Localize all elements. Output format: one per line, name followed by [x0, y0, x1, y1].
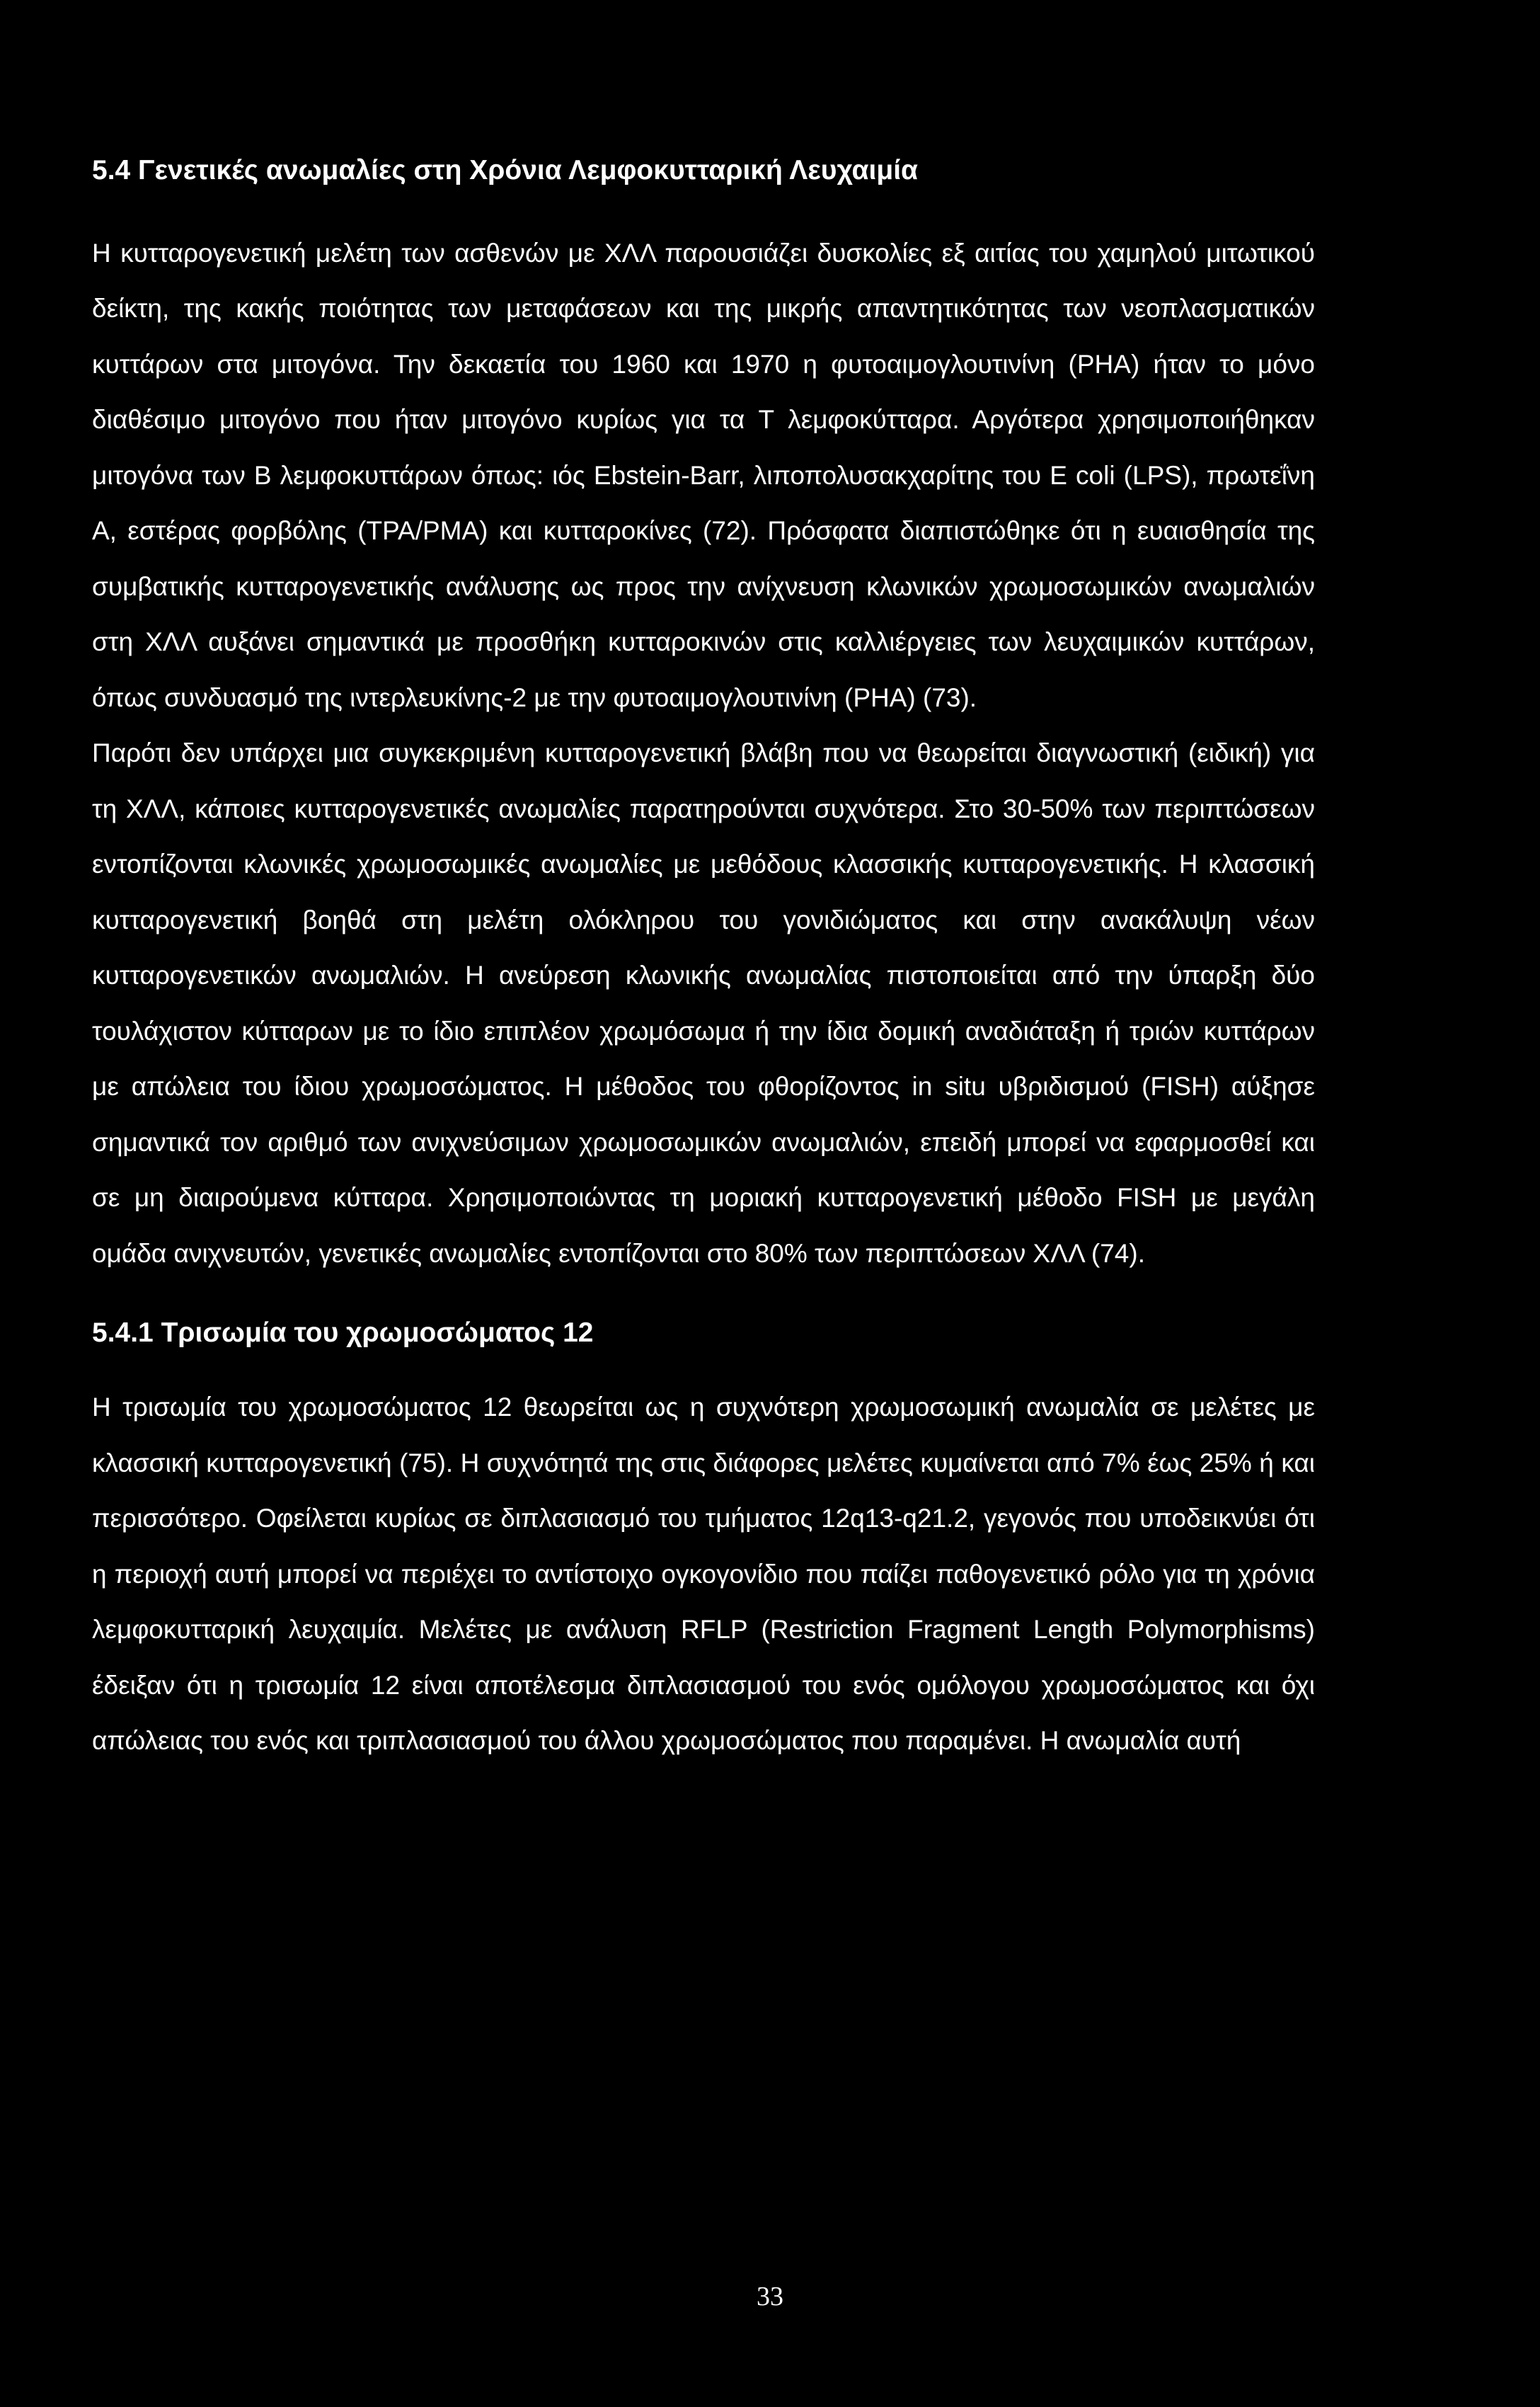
paragraph-chromosomal-abnormalities: Παρότι δεν υπάρχει μια συγκεκριμένη κυτταρογενετική βλάβη που να θεωρείται διαγνωστική (ειδική) για τη ΧΛΛ, κάποιες κυτταρογενετικές ανωμαλίες παρατηρούνται συχνότερα. Στο 30-50% των περιπτώσεων εντοπίζονται κλωνικές χρωμοσωμικές ανωμαλίες με μεθόδους κλασσικής κυτταρογενετικής. Η κλασσική κυτταρογενετική βοηθά στη μελέτη ολόκληρου του γονιδιώματος και στην ανακάλυψη νέων κυτταρογενετικών ανωμαλιών. Η ανεύρεση κλωνικής ανωμαλίας πιστοποιείται από την ύπαρξη δύο τουλάχιστον κύτταρων με το ίδιο επιπλέον χρωμόσωμα ή την ίδια δομική αναδιάταξη ή τριών κυττάρων με απώλεια του ίδιου χρωμοσώματος. Η μέθοδος του φθορίζοντος in situ υβριδισμού (FISH) αύξησε σημαντικά τον αριθμό των ανιχνεύσιμων χρωμοσωμικών ανωμαλιών, επειδή μπορεί να εφαρμοσθεί και σε μη διαιρούμενα κύτταρα. Χρησιμοποιώντας τη μοριακή κυτταρογενετική μέθοδο FISH με μεγάλη ομάδα ανιχνευτών, γενετικές ανωμαλίες εντοπίζονται στο 80% των περιπτώσεων ΧΛΛ (74).: [92, 738, 1316, 1268]
paragraph-cytogenetic-study: Η κυτταρογενετική μελέτη των ασθενών με ΧΛΛ παρουσιάζει δυσκολίες εξ αιτίας του χαμηλού μιτωτικού δείκτη, της κακής ποιότητας των μεταφάσεων και της μικρής απαντητικότητας των νεοπλασματικών κυττάρων στα μιτογόνα. Την δεκαετία του 1960 και 1970 η φυτοαιμογλουτινίνη (PHA) ήταν το μόνο διαθέσιμο μιτογόνο που ήταν μιτογόνο κυρίως για τα Τ λεμφοκύτταρα. Αργότερα χρησιμοποιήθηκαν μιτογόνα των Β λεμφοκυττάρων όπως: ιός Ebstein-Barr, λιποπολυσακχαρίτης του E coli (LPS), πρωτεΐνη Α, εστέρας φορβόλης (TPA/PMA) και κυτταροκίνες (72). Πρόσφατα διαπιστώθηκε ότι η ευαισθησία της συμβατικής κυτταρογενετικής ανάλυσης ως προς την ανίχνευση κλωνικών χρωμοσωμικών ανωμαλιών στη ΧΛΛ αυξάνει σημαντικά με προσθήκη κυτταροκινών στις καλλιέργειες των λευχαιμικών κυττάρων, όπως συνδυασμό της ιντερλευκίνης-2 με την φυτοαιμογλουτινίνη (PHA) (73).: [92, 238, 1315, 712]
page-content: [92, 154, 1315, 1769]
subsection-title: 5.4.1 Τρισωμία του χρωμοσώματος 12: [92, 1317, 594, 1349]
section-title: 5.4 Γενετικές ανωμαλίες στη Χρόνια Λεμφοκυτταρική Λευχαιμία: [92, 155, 919, 185]
paragraph-trisomy-12: Η τρισωμία του χρωμοσώματος 12 θεωρείται ως η συχνότερη χρωμοσωμική ανωμαλία σε μελέτες με κλασσική κυτταρογενετική (75). Η συχνότητά της στις διάφορες μελέτες κυμαίνεται από 7% έως 25% ή και περισσότερο. Οφείλεται κυρίως σε διπλασιασμό του τμήματος 12q13-q21.2, γεγονός που υποδεικνύει ότι η περιοχή αυτή μπορεί να περιέχει το αντίστοιχο ογκογονίδιο που παίζει παθογενετικό ρόλο για τη χρόνια λεμφοκυτταρική λευχαιμία. Μελέτες με ανάλυση RFLP (Restriction Fragment Length Polymorphisms) έδειξαν ότι η τρισωμία 12 είναι αποτέλεσμα διπλασιασμού του ενός ομόλογου χρωμοσώματος και όχι απώλειας του ενός και τριπλασιασμού του άλλου χρωμοσώματος που παραμένει. Η ανωμαλία αυτή: [92, 1393, 1315, 1756]
page-number: 33: [757, 2282, 783, 2311]
